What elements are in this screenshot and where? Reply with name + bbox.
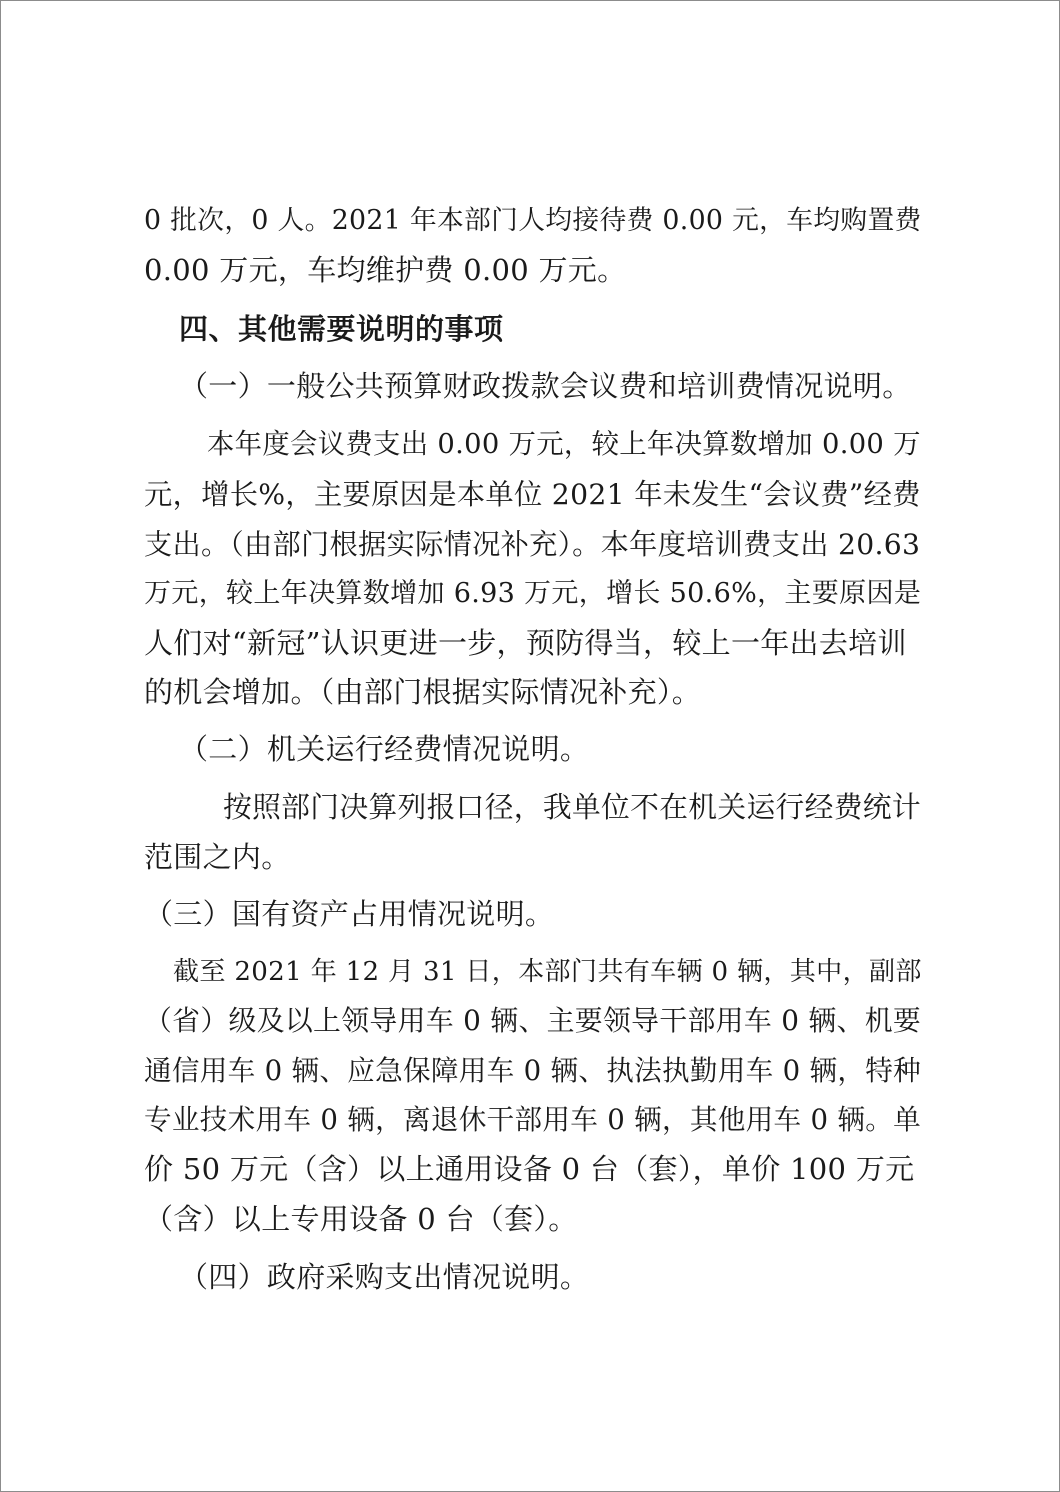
text-line: 元，增长%，主要原因是本单位 2021 年未发生“会议费”经费 [144, 478, 921, 511]
subsection-heading: （三）国有资产占用情况说明。 [144, 897, 555, 931]
text-line: 0.00 万元，车均维护费 0.00 万元。 [144, 253, 627, 287]
text-line: 价 50 万元（含）以上通用设备 0 台（套），单价 100 万元 [144, 1152, 915, 1186]
text-line: 按照部门决算列报口径，我单位不在机关运行经费统计 [223, 790, 921, 824]
text-line: 通信用车 0 辆、应急保障用车 0 辆、执法执勤用车 0 辆，特种 [144, 1054, 922, 1087]
subsection-heading: （四）政府采购支出情况说明。 [179, 1260, 590, 1294]
text-line: 范围之内。 [144, 840, 291, 874]
text-line: （省）级及以上领导用车 0 辆、主要领导干部用车 0 辆、机要 [144, 1004, 922, 1037]
text-line: 截至 2021 年 12 月 31 日，本部门共有车辆 0 辆，其中，副部 [173, 957, 922, 987]
text-line: 的机会增加。（由部门根据实际情况补充）。 [144, 675, 702, 709]
text-line: 本年度会议费支出 0.00 万元，较上年决算数增加 0.00 万 [207, 429, 921, 460]
section-heading: 四、其他需要说明的事项 [179, 312, 504, 346]
text-line: 人们对“新冠”认识更进一步，预防得当，较上一年出去培训 [144, 626, 907, 660]
text-line: （含）以上专用设备 0 台（套）。 [144, 1202, 578, 1236]
text-line: 支出。（由部门根据实际情况补充）。本年度培训费支出 20.63 [144, 528, 921, 561]
subsection-heading: （一）一般公共预算财政拨款会议费和培训费情况说明。 [179, 369, 912, 403]
text-line: 0 批次，0 人。2021 年本部门人均接待费 0.00 元，车均购置费 [144, 205, 922, 236]
text-line: 专业技术用车 0 辆，离退休干部用车 0 辆，其他用车 0 辆。单 [144, 1103, 922, 1136]
text-line: 万元，较上年决算数增加 6.93 万元，增长 50.6%，主要原因是 [144, 578, 922, 609]
subsection-heading: （二）机关运行经费情况说明。 [179, 732, 590, 766]
